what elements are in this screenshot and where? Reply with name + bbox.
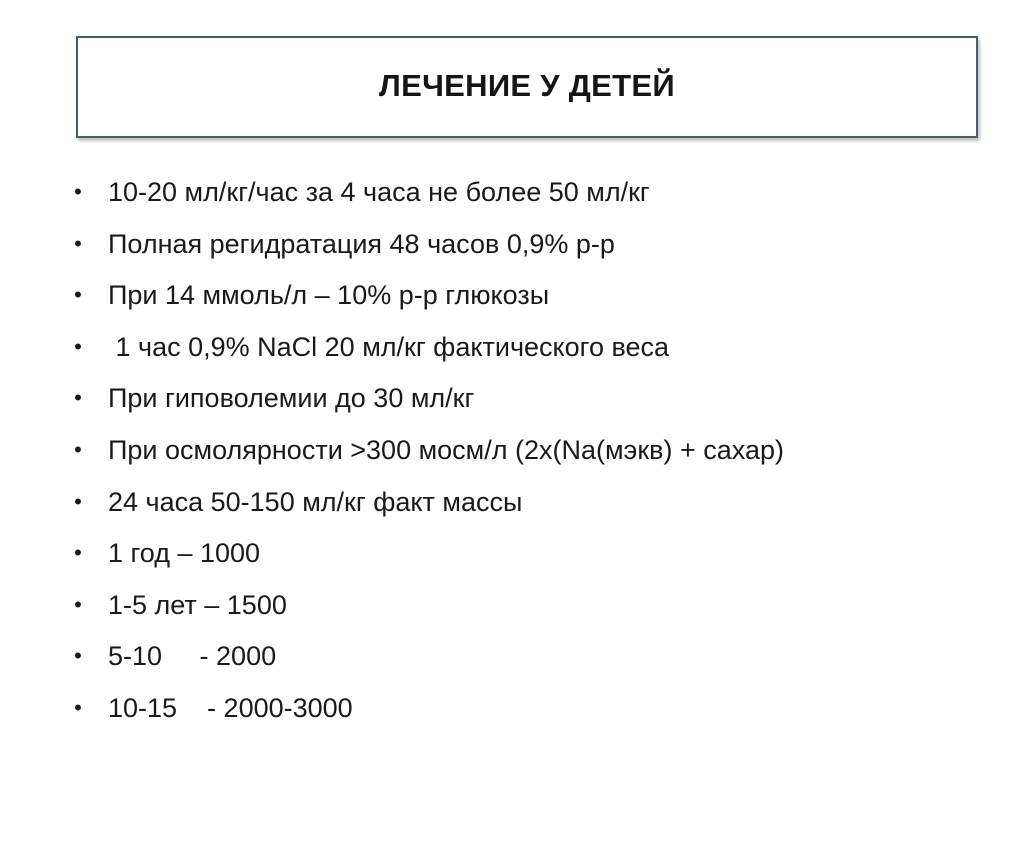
bullet-icon: •	[74, 488, 82, 514]
list-item-text: 1 год – 1000	[108, 538, 261, 569]
bullet-icon: •	[74, 540, 82, 566]
list-item	[68, 222, 1008, 274]
list-item-text: 1 час 0,9% NaCl 20 мл/кг фактического веса	[108, 331, 670, 362]
list-item-text: При гиповолемии до 30 мл/кг	[108, 383, 475, 414]
bullet-icon: •	[74, 643, 82, 669]
bullet-icon: •	[74, 179, 82, 204]
list-item-text: 10-20 мл/кг/час за 4 часа не более 50 мл/кг	[108, 177, 650, 207]
bullet-icon: •	[74, 282, 82, 308]
list-item-text: При осмолярности >300 мосм/л (2х(Na(мэкв) + сахар)	[108, 434, 784, 465]
list-item	[68, 583, 1008, 635]
list-item	[68, 170, 1008, 222]
list-item-text: 24 часа 50-150 мл/кг факт массы	[108, 486, 523, 517]
list-item-text: Полная регидратация 48 часов 0,9% р-р	[108, 228, 615, 259]
list-item	[68, 428, 1008, 480]
bullet-icon: •	[74, 333, 82, 359]
list-item-text: 1-5 лет – 1500	[108, 589, 287, 620]
list-item	[68, 480, 1008, 532]
list-item	[68, 686, 1008, 738]
list-item-text: 10-15 - 2000-3000	[108, 692, 353, 723]
bullet-icon: •	[74, 591, 82, 617]
bullet-icon: •	[74, 436, 82, 462]
bullet-icon: •	[74, 694, 82, 720]
list-item-text: 5-10 - 2000	[108, 641, 277, 672]
bullet-icon: •	[74, 385, 82, 411]
title-box	[76, 36, 978, 138]
list-item	[68, 634, 1008, 686]
list-item	[68, 325, 1008, 377]
list-item	[68, 531, 1008, 583]
slide-title: ЛЕЧЕНИЕ У ДЕТЕЙ	[379, 68, 675, 103]
list-item-text: При 14 ммоль/л – 10% р-р глюкозы	[108, 280, 550, 311]
list-item	[68, 273, 1008, 325]
bullet-icon: •	[74, 230, 82, 256]
list-item	[68, 376, 1008, 428]
bullet-list	[68, 170, 1008, 738]
